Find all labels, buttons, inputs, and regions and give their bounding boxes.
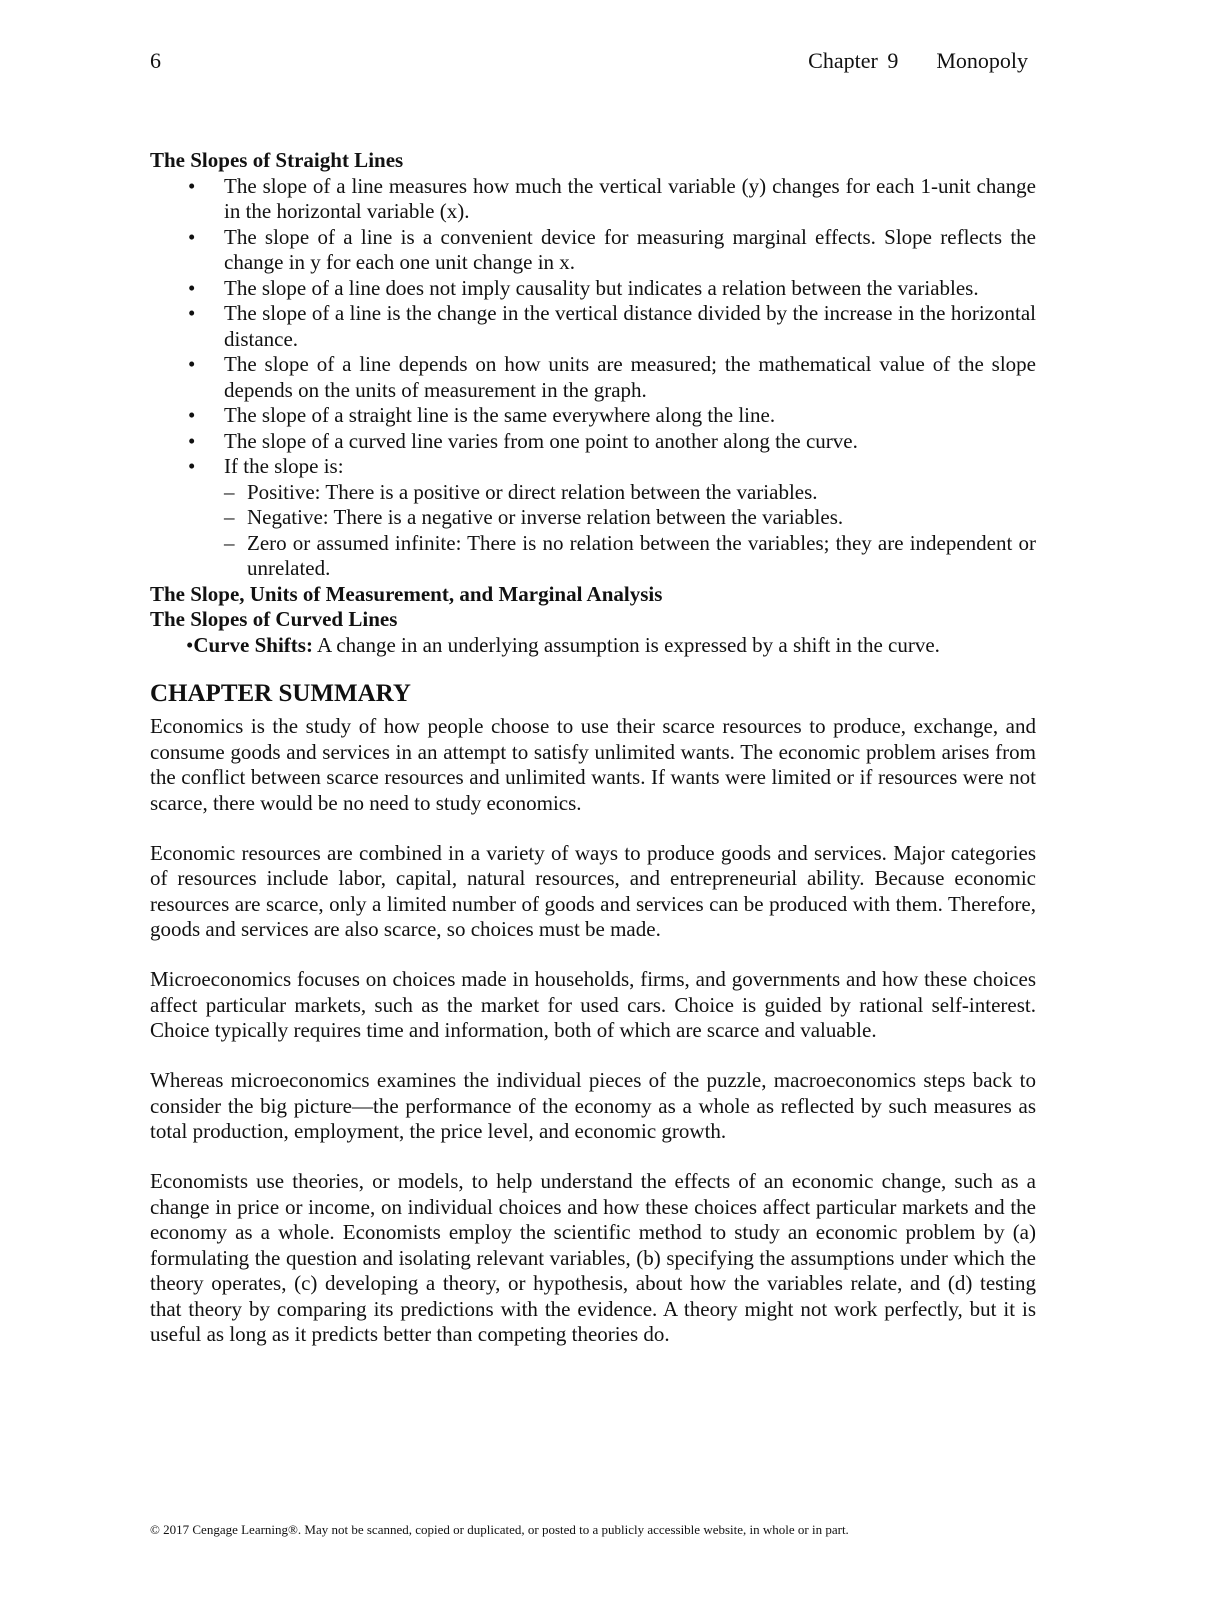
section-heading-units-marginal: The Slope, Units of Measurement, and Marginal Analysis bbox=[150, 581, 663, 606]
bullet-icon: • bbox=[188, 275, 196, 300]
slope-sign-sublist bbox=[150, 480, 1036, 582]
list-item: • The slope of a line does not imply causality but indicates a relation between the variables. bbox=[188, 275, 979, 300]
list-item: • The slope of a line depends on how units are measured; the mathematical value of the slope depends on the units of measurement in the graph. bbox=[188, 352, 1036, 402]
bullet-icon: • bbox=[186, 632, 194, 657]
summary-paragraph: Whereas microeconomics examines the individual pieces of the puzzle, macroeconomics steps back to consider the big picture—the performance of the economy as a whole as reflected by such measures as total production, employment, the price level, and economic growth. bbox=[150, 1068, 1036, 1143]
list-item: • The slope of a line measures how much the vertical variable (y) changes for each 1-unit change in the horizontal variable (x). bbox=[188, 173, 1036, 223]
section-heading-slopes-straight-lines: The Slopes of Straight Lines bbox=[150, 148, 404, 172]
curve-shifts-item bbox=[150, 633, 1036, 659]
page-number: 6 bbox=[150, 48, 161, 73]
bullet-icon: • bbox=[188, 454, 196, 478]
dash-icon: – bbox=[224, 530, 235, 555]
list-item: – Zero or assumed infinite: There is no relation between the variables; they are independent or unrelated. bbox=[224, 530, 1036, 580]
curve-shifts-text: A change in an underlying assumption is expressed by a shift in the curve. bbox=[312, 632, 940, 657]
chapter-summary-heading: CHAPTER SUMMARY bbox=[150, 680, 411, 707]
running-head: Chapter 9 Monopoly bbox=[808, 48, 1028, 73]
section-heading-curved-lines: The Slopes of Curved Lines bbox=[150, 607, 398, 631]
list-item: – Positive: There is a positive or direct relation between the variables. bbox=[224, 479, 818, 504]
copyright-footer: © 2017 Cengage Learning®. May not be scanned, copied or duplicated, or posted to a publicly accessible website, in whole or in part. bbox=[150, 1522, 849, 1537]
bullet-icon: • bbox=[188, 428, 196, 453]
list-item: • The slope of a straight line is the same everywhere along the line. bbox=[188, 403, 776, 427]
bullet-icon: • bbox=[188, 173, 196, 198]
page-content bbox=[150, 148, 1036, 1372]
list-item: • The slope of a line is the change in the vertical distance divided by the increase in the horizontal distance. bbox=[188, 301, 1036, 351]
slope-bullet-list bbox=[150, 174, 1036, 480]
summary-paragraph: Economics is the study of how people choose to use their scarce resources to produce, exchange, and consume goods and services in an attempt to satisfy unlimited wants. The economic problem arises from the conflict between scarce resources and unlimited wants. If wants were limited or if resources were not scarce, there would be no need to study economics. bbox=[150, 714, 1036, 815]
bullet-icon: • bbox=[188, 403, 196, 427]
summary-paragraph: Microeconomics focuses on choices made in households, firms, and governments and how these choices affect particular markets, such as the market for used cars. Choice is guided by rational self-interest. Choice typically requires time and information, both of which are scarce and valuable. bbox=[150, 967, 1036, 1042]
summary-paragraph: Economists use theories, or models, to help understand the effects of an economic change, such as a change in price or income, on individual choices and how these choices affect particular markets and the economy as a whole. Economists employ the scientific method to study an economic problem by (a) formulating the question and isolating relevant variables, (b) specifying the assumptions under which the theory operates, (c) developing a theory, or hypothesis, about how the variables relate, and (d) testing that theory by comparing its predictions with the evidence. A theory might not work perfectly, but it is useful as long as it predicts better than competing theories do. bbox=[150, 1169, 1036, 1346]
list-item: • The slope of a curved line varies from one point to another along the curve. bbox=[188, 428, 858, 453]
list-item: • If the slope is: bbox=[188, 454, 344, 478]
bullet-icon: • bbox=[188, 224, 196, 249]
list-item: – Negative: There is a negative or inverse relation between the variables. bbox=[224, 505, 844, 529]
bullet-icon: • bbox=[188, 352, 196, 376]
dash-icon: – bbox=[224, 479, 235, 504]
curve-shifts-label: Curve Shifts: bbox=[193, 632, 313, 657]
summary-paragraph: Economic resources are combined in a variety of ways to produce goods and services. Major categories of resources include labor, capital, natural resources, and entrepreneurial ability. Because economic resources are scarce, only a limited number of goods and services can be produced with them. Therefore, goods and services are also scarce, so choices must be made. bbox=[150, 840, 1036, 941]
bullet-icon: • bbox=[188, 301, 196, 325]
dash-icon: – bbox=[224, 505, 235, 529]
list-item: • The slope of a line is a convenient device for measuring marginal effects. Slope reflects the change in y for each one unit change in x. bbox=[188, 224, 1036, 274]
